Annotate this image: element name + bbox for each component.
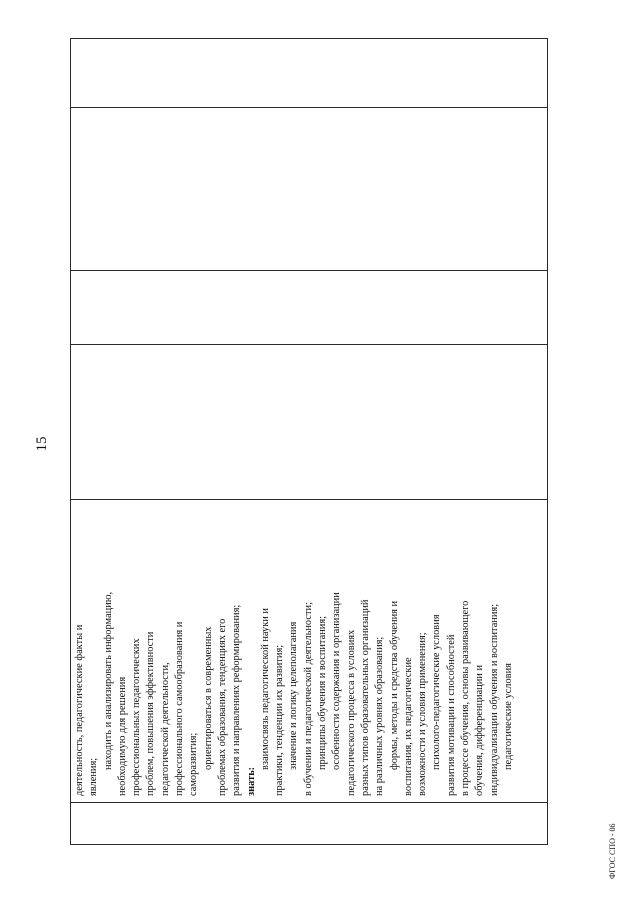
table-cell-index: [71, 803, 548, 845]
content-line: деятельность, педагогические факты и: [74, 624, 85, 796]
content-line: находить и анализировать информацию,: [102, 591, 114, 770]
content-line: принципы обучения и воспитания;: [317, 615, 329, 770]
content-line: проблемах образования, тенденциях его: [216, 618, 228, 796]
content-line: проблем, повышения эффективности: [145, 631, 157, 796]
content-line: возможности и условия применения;: [417, 632, 429, 796]
content-line: педагогического процесса в условиях: [345, 629, 357, 796]
content-line: воспитания, их педагогические: [402, 657, 414, 796]
content-line: профессиональных педагогических: [131, 638, 143, 796]
table-cell-extra: [71, 39, 548, 108]
content-line: знать:: [245, 766, 257, 796]
content-line: в обучении и педагогической деятельности;: [302, 602, 314, 796]
content-line: формы, методы и средства обучения и: [388, 600, 400, 770]
table-row: [71, 39, 548, 845]
content-line: развития мотивации и способностей: [445, 634, 457, 796]
content-line: в процессе обучения, основы развивающего: [460, 600, 472, 796]
table-cell-content: [71, 500, 548, 803]
content-line: обучения, дифференциации и: [474, 664, 486, 796]
content-line: явления;: [88, 757, 100, 796]
content-line: профессионального самообразования и: [174, 621, 186, 796]
content-line: разных типов образовательных организаций: [359, 599, 371, 796]
content-line: саморазвития;: [188, 732, 200, 796]
content-line: практики, тенденции их развития;: [274, 644, 286, 796]
table-cell-competencies: [71, 108, 548, 271]
page-number: 15: [34, 436, 50, 452]
content-line: на различных уровнях образования;: [374, 636, 386, 796]
table-cell-disciplines: [71, 345, 548, 500]
content-line: индивидуализации обучения и воспитания;: [488, 603, 500, 796]
content-line: необходимую для решения: [116, 676, 128, 796]
content-line: педагогической деятельности,: [159, 662, 171, 796]
content-line: развития и направлениях реформирования;: [231, 604, 243, 796]
footer-label: ФГОС СПО - 06: [608, 823, 617, 879]
content-line: особенности содержания и организации: [331, 592, 343, 770]
content-line: психолого-педагогические условия: [431, 614, 443, 770]
content-line: ориентироваться в современных: [202, 626, 214, 770]
content-line: взаимосвязь педагогической науки и: [259, 608, 271, 770]
content-text: [71, 500, 547, 802]
table-cell-hours: [71, 271, 548, 345]
content-line: значение и логику целеполагания: [288, 621, 300, 770]
standard-table: [70, 38, 548, 845]
content-line: педагогические условия: [502, 663, 514, 770]
